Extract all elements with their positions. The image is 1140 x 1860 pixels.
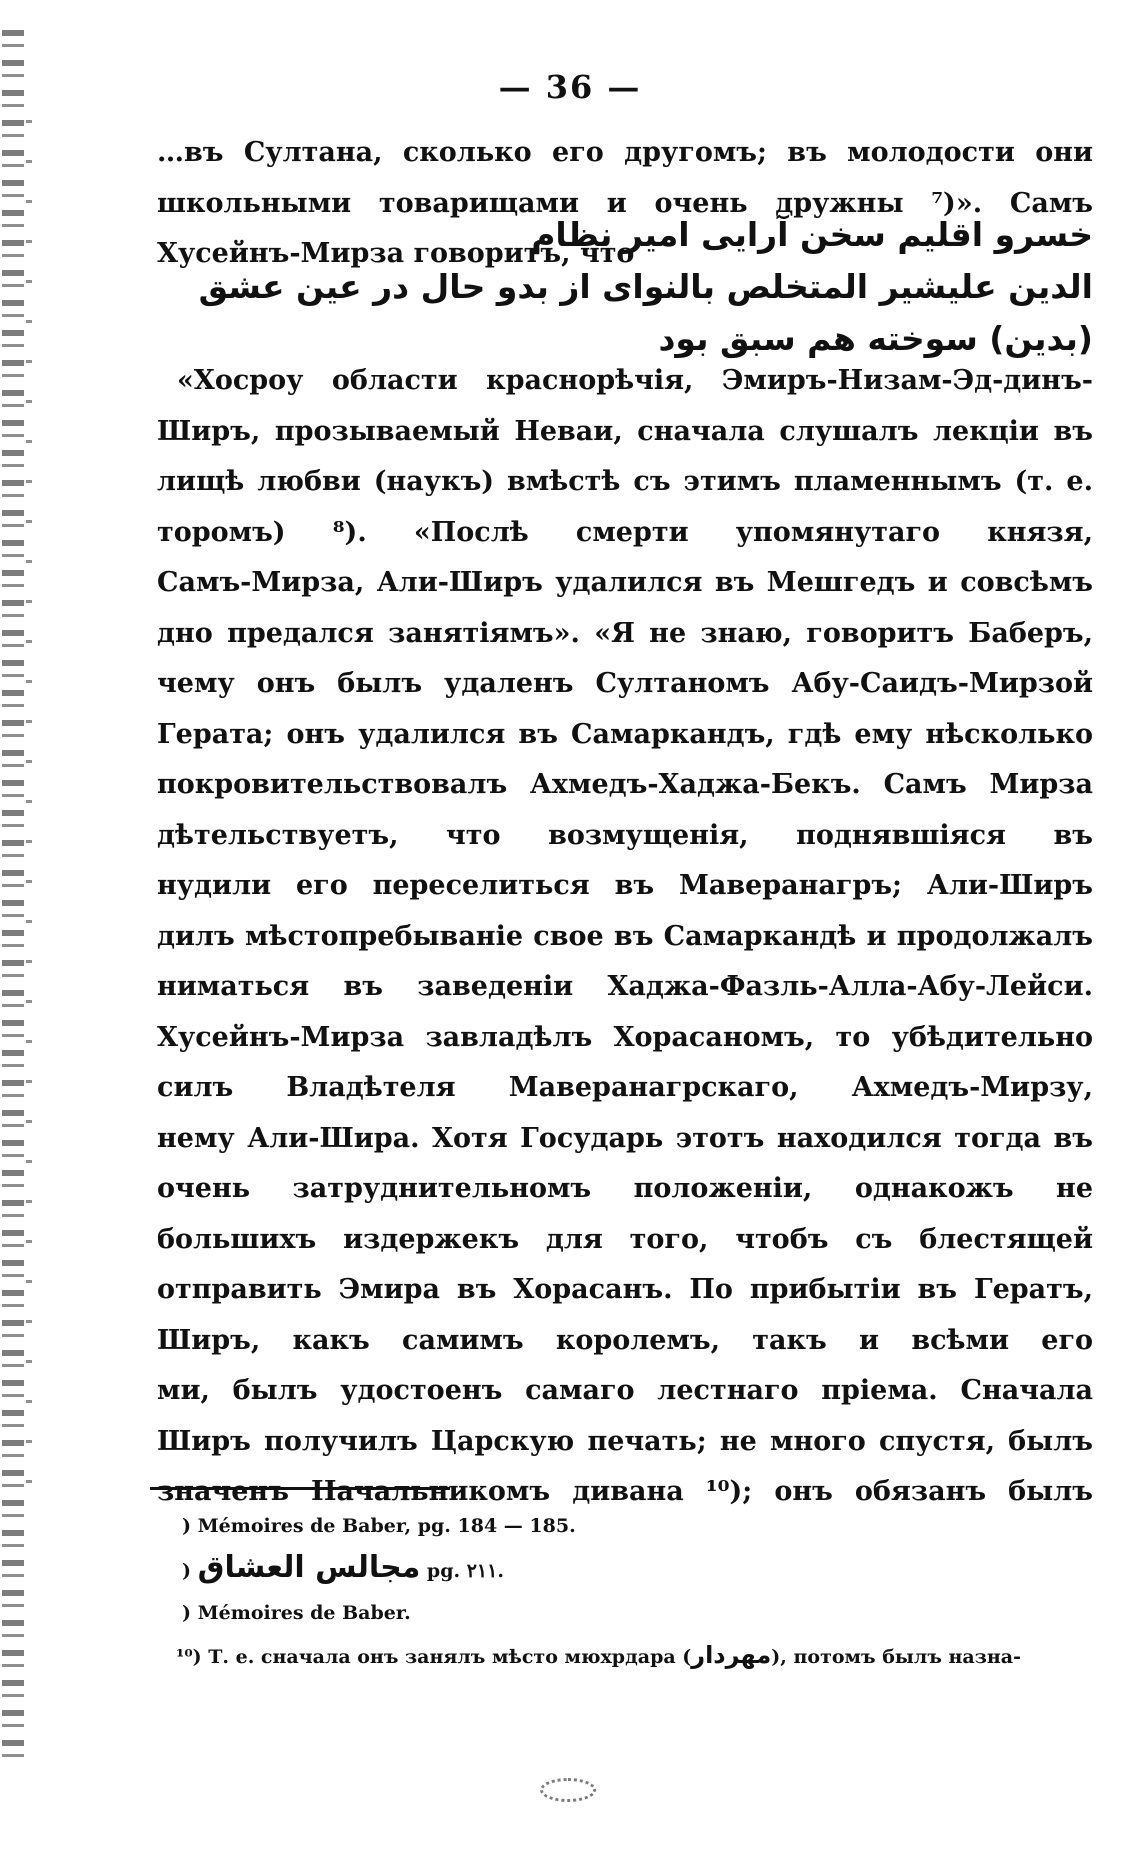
arabic-quote-line: خسرو اقليم سخن آرايى امير نظام — [531, 215, 1093, 254]
footnote-divider — [150, 1487, 450, 1490]
text-line: лищѣ любви (наукъ) вмѣстѣ съ этимъ пламеннымъ (т. е. — [157, 466, 1093, 497]
footnote-7: ) Mémoires de Baber, pg. 184 — 185. — [182, 1515, 576, 1537]
text-line: …въ Султана, сколько его другомъ; въ молодости они — [157, 137, 1093, 168]
binding-edge-shadow — [26, 120, 32, 1520]
text-line: нему Али-Шира. Хотя Государь этотъ находился тогда въ — [157, 1122, 1093, 1154]
text-line: «Хосроу области краснорѣчія, Эмиръ-Низам-Эд-динъ- — [177, 365, 1093, 396]
page-number: — 36 — — [498, 68, 642, 106]
footnote-8-page: pg. ۲۱۱. — [426, 1560, 504, 1582]
footnote-10-arabic: مهردار — [691, 1641, 772, 1669]
text-line: очень затруднительномъ положеніи, однакожъ не — [157, 1173, 1093, 1204]
footnote-10-text: ¹⁰) Т. е. сначала онъ занялъ мѣсто мюхрдара ( — [176, 1646, 692, 1668]
arabic-quote-line-1-wrap — [157, 206, 1093, 264]
footnote-8-marker: ) — [182, 1560, 191, 1582]
text-line: ниматься въ заведеніи Хаджа-Фазль-Алла-Абу-Лейси. — [157, 971, 1093, 1002]
text-line: школьными товарищами и очень дружны ⁷)». Самъ — [157, 187, 1093, 219]
text-line: ми, былъ удостоенъ самаго лестнаго пріема. Сначала — [157, 1375, 1093, 1406]
arabic-quote-line-2-wrap — [157, 258, 1093, 316]
text-line: значенъ Начальникомъ дивана ¹⁰); онъ обязанъ былъ — [157, 1476, 1093, 1507]
text-line: Самъ-Мирза, Али-Ширъ удалился въ Мешгедъ и совсѣмъ — [157, 567, 1093, 598]
footnote-10 — [176, 1634, 1082, 1678]
text-line: Хусейнъ-Мирза говоритъ, что — [157, 238, 635, 269]
arabic-quote-line: الدين عليشير المتخلص بالنواى از بدو حال در عين عشق — [198, 267, 1093, 306]
text-line: нудили его переселиться въ Маверанагръ; Али-Ширъ — [157, 870, 1093, 901]
text-line: дилъ мѣстопребываніе свое въ Самаркандѣ и продолжалъ — [157, 920, 1093, 952]
arabic-quote-line: (بدين) سوخته هم سبق بود — [658, 319, 1093, 358]
text-line: силъ Владѣтеля Маверанагрскаго, Ахмедъ-Мирзу, — [157, 1072, 1093, 1103]
text-line: Ширъ получилъ Царскую печать; не много спустя, былъ — [157, 1425, 1093, 1457]
text-line: Ширъ, какъ самимъ королемъ, такъ и всѣми его — [157, 1324, 1093, 1356]
footnote-8-arabic-title: مجالس العشاق — [197, 1550, 421, 1585]
binding-edge — [2, 30, 24, 1770]
footnote-9: ) Mémoires de Baber. — [182, 1602, 411, 1624]
footnotes — [176, 1505, 1082, 1678]
text-line: Хусейнъ-Мирза завладѣлъ Хорасаномъ, то убѣдительно — [157, 1021, 1093, 1053]
library-stamp — [540, 1778, 596, 1802]
text-line: торомъ) ⁸). «Послѣ смерти упомянутаго князя, — [157, 516, 1093, 548]
text-line: дно предался занятіямъ». «Я не знаю, говоритъ Баберъ, — [157, 617, 1093, 649]
footnote-8 — [182, 1547, 1082, 1592]
text-line: чему онъ былъ удаленъ Султаномъ Абу-Саидъ-Мирзой — [157, 668, 1093, 699]
paragraph-main — [157, 356, 1093, 1518]
text-line: большихъ издержекъ для того, чтобъ съ блестящей — [157, 1223, 1093, 1255]
text-line: покровительствовалъ Ахмедъ-Хаджа-Бекъ. Самъ Мирза — [157, 769, 1093, 800]
footnote-10-text-end: ), потомъ былъ назна- — [771, 1646, 1021, 1668]
text-line: Герата; онъ удалился въ Самаркандъ, гдѣ ему нѣсколько — [157, 718, 1093, 750]
text-line: дѣтельствуетъ, что возмущенія, поднявшіяся въ — [157, 819, 1093, 851]
text-line: отправить Эмира въ Хорасанъ. По прибытіи въ Гератъ, — [157, 1274, 1093, 1305]
text-line: Ширъ, прозываемый Неваи, сначала слушалъ лекціи въ — [157, 415, 1093, 447]
